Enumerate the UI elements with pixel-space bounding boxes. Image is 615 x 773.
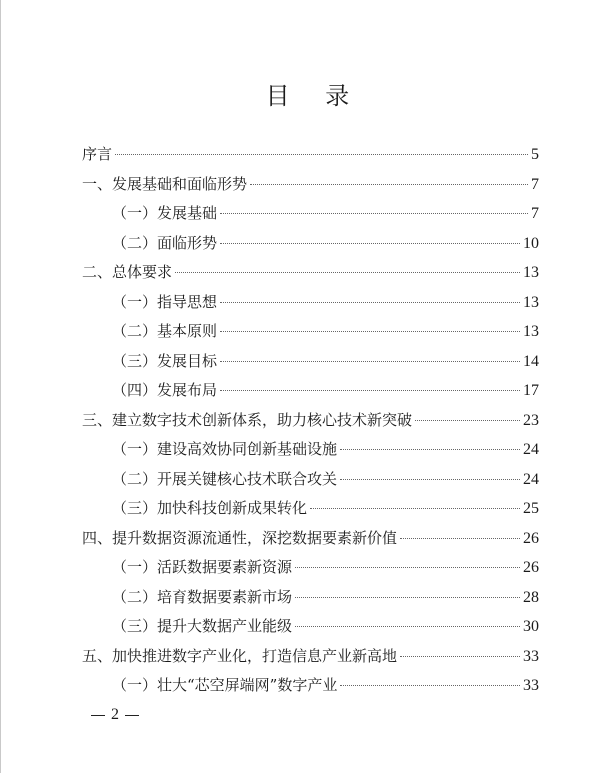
toc-entry-label: （一）建设高效协同创新基础设施: [112, 440, 338, 458]
toc-entry-label: （三）发展目标: [112, 351, 218, 370]
toc-subentry[interactable]: [82, 612, 539, 642]
toc-dot-leader: [400, 537, 520, 539]
toc-entry-label: （一）活跃数据要素新资源: [112, 558, 293, 576]
toc-entry-label: （二）培育数据要素新市场: [112, 587, 293, 606]
toc-entry-label: 一、发展基础和面临形势: [82, 174, 248, 193]
toc-entry-label: （四）发展布局: [112, 381, 218, 399]
toc-subentry[interactable]: [82, 288, 539, 318]
toc-dot-leader: [340, 448, 520, 450]
toc-entry[interactable]: [82, 140, 539, 170]
toc-dot-leader: [220, 212, 528, 214]
toc-entry-page: 5: [531, 146, 539, 163]
toc-dot-leader: [295, 596, 520, 598]
toc-entry-label: （三）提升大数据产业能级: [112, 617, 293, 635]
toc-dot-leader: [295, 625, 520, 627]
toc-entry-page: 17: [523, 382, 539, 399]
toc-dot-leader: [250, 183, 528, 185]
toc-entry[interactable]: [82, 406, 539, 436]
toc-entry-page: 13: [523, 323, 539, 340]
toc-subentry[interactable]: [82, 229, 539, 259]
toc-subentry[interactable]: [82, 671, 539, 701]
toc-entry-label: （一）发展基础: [112, 204, 218, 222]
toc-entry-page: 13: [523, 264, 539, 281]
toc-dot-leader: [310, 507, 520, 509]
toc-entry[interactable]: [82, 258, 539, 288]
toc-dot-leader: [295, 566, 520, 568]
toc-dot-leader: [175, 271, 520, 273]
toc-entry-page: 13: [523, 293, 539, 311]
table-of-contents: [82, 140, 539, 701]
toc-entry-label: （二）面临形势: [112, 233, 218, 252]
toc-entry-page: 33: [523, 677, 539, 694]
toc-subentry[interactable]: [82, 317, 539, 347]
toc-subentry[interactable]: [82, 465, 539, 495]
toc-dot-leader: [220, 389, 520, 391]
toc-subentry[interactable]: [82, 583, 539, 613]
toc-entry-page: 24: [523, 470, 539, 488]
footer-dash-left: [91, 715, 105, 716]
toc-entry-label: 序言: [82, 145, 113, 163]
toc-entry-page: 7: [531, 205, 539, 222]
toc-entry-page: 23: [523, 411, 539, 429]
toc-entry-page: 26: [523, 529, 539, 547]
toc-entry-page: 33: [523, 647, 539, 665]
toc-dot-leader: [340, 684, 520, 686]
toc-entry-label: 四、提升数据资源流通性，深挖数据要素新价值: [82, 528, 398, 547]
footer-dash-right: [125, 715, 139, 716]
toc-dot-leader: [415, 419, 520, 421]
toc-entry[interactable]: [82, 524, 539, 554]
toc-entry-label: （一）壮大“芯空屏端网”数字产业: [112, 676, 338, 694]
toc-entry-page: 10: [523, 234, 539, 252]
toc-subentry[interactable]: [82, 435, 539, 465]
page-footer: [91, 706, 139, 724]
toc-entry-label: （二）基本原则: [112, 322, 218, 340]
toc-entry-page: 24: [523, 441, 539, 458]
page-title: 目 录: [265, 82, 364, 110]
toc-entry-page: 7: [531, 175, 539, 193]
toc-entry-label: 五、加快推进数字产业化，打造信息产业新高地: [82, 646, 398, 665]
toc-entry-label: （三）加快科技创新成果转化: [112, 499, 308, 517]
toc-dot-leader: [220, 330, 520, 332]
toc-subentry[interactable]: [82, 494, 539, 524]
toc-entry-page: 14: [523, 352, 539, 370]
toc-subentry[interactable]: [82, 199, 539, 229]
toc-entry-label: （一）指导思想: [112, 292, 218, 311]
toc-dot-leader: [220, 360, 520, 362]
toc-dot-leader: [115, 153, 528, 155]
toc-entry-label: 二、总体要求: [82, 263, 173, 281]
toc-dot-leader: [220, 242, 520, 244]
toc-dot-leader: [400, 655, 520, 657]
toc-entry-label: （二）开展关键核心技术联合攻关: [112, 469, 338, 488]
toc-entry-page: 30: [523, 618, 539, 635]
toc-entry-page: 25: [523, 500, 539, 517]
toc-dot-leader: [340, 478, 520, 480]
toc-entry-page: 26: [523, 559, 539, 576]
toc-subentry[interactable]: [82, 347, 539, 377]
footer-page-number: 2: [111, 706, 119, 723]
toc-entry-page: 28: [523, 588, 539, 606]
toc-subentry[interactable]: [82, 553, 539, 583]
page-edge: [0, 0, 1, 773]
toc-dot-leader: [220, 301, 520, 303]
toc-entry-label: 三、建立数字技术创新体系，助力核心技术新突破: [82, 410, 413, 429]
toc-entry[interactable]: [82, 642, 539, 672]
toc-entry[interactable]: [82, 170, 539, 200]
toc-subentry[interactable]: [82, 376, 539, 406]
